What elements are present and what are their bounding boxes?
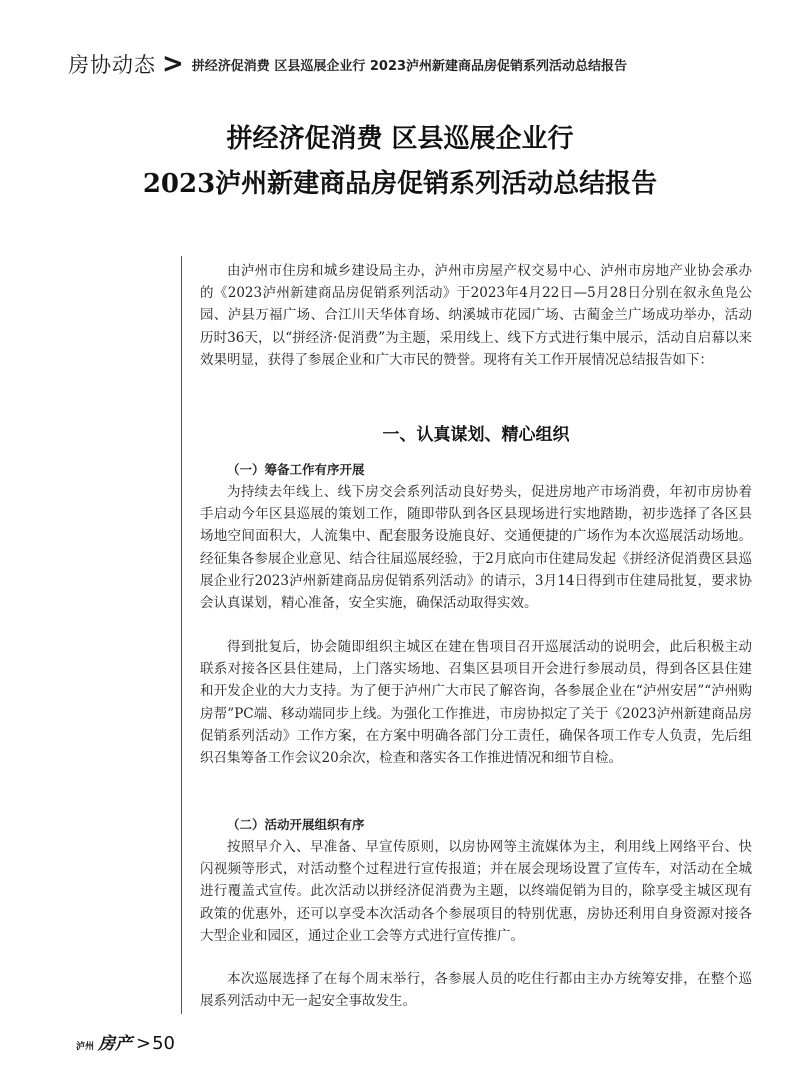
paragraph-safety: 本次巡展选择了在每个周末举行，各参展人员的吃住行都由主办方统筹安排，在整个巡展系列活动中无一起安全事故发生。 [200,971,752,1010]
paragraph-approval: 得到批复后，协会随即组织主城区在建在售项目召开巡展活动的说明会，此后积极主动联系对接各区县住建局，上门落实场地、召集区县项目开会进行参展动员，得到各区县住建和开发企业的大力支持。为了便于泸州广大市民了解咨询，各参展企业在“泸州安居”“泸州购房帮”PC端、移动端同步上线。为强化工作推进，市房协拟定了关于《2023泸州新建商品房促销系列活动》工作方案，在方案中明确各部门分工责任，确保各项工作专人负责，先后组织召集筹备工作会议20余次，检查和落实各工作推进情况和细节自检。 [200,639,752,767]
footer-city: 泸州 [76,1042,95,1052]
sub-heading-preparation: （一）筹备工作有序开展 [227,462,365,477]
section-label: 房协动态 [68,53,156,77]
sub-heading-organization: （二）活动开展组织有序 [227,817,365,832]
page-header [68,48,627,80]
header-subtitle: 拼经济促消费 区县巡展企业行 2023泸州新建商品房促销系列活动总结报告 [191,58,628,74]
paragraph-publicity: 按照早介入、早准备、早宣传原则，以房协网等主流媒体为主，利用线上网络平台、快闪视频等形式，对活动整个过程进行宣传报道；并在展会现场设置了宣传车，对活动在全城进行覆盖式宣传。此次活动以拼经济促消费为主题，以终端促销为目的，除享受主城区现有政策的优惠外，还可以享受本次活动各个参展项目的特别优惠，房协还利用自身资源对接各大型企业和园区，通过企业工会等方式进行宣传推广。 [200,839,752,944]
vertical-divider [181,256,182,1014]
magazine-logo: 房产 [98,1034,133,1054]
article-title-line-1: 拼经济促消费 区县巡展企业行 [226,124,574,154]
page-footer [76,1029,175,1054]
intro-paragraph: 由泸州市住房和城乡建设局主办，泸州市房屋产权交易中心、泸州市房地产业协会承办的《2023泸州新建商品房促销系列活动》于2023年4月22日—5月28日分别在叙永鱼凫公园、泸县万福广场、合江川天华体育场、纳溪城市花园广场、古蔺金兰广场成功举办，活动历时36天，以“拼经济·促消费”为主题，采用线上、线下方式进行集中展示，活动自启幕以来效果明显，获得了参展企业和广大市民的赞誉。现将有关工作开展情况总结报告如下： [200,263,752,368]
page-number: 50 [152,1033,176,1054]
section-heading: 一、认真谋划、精心组织 [382,425,570,445]
page-arrow-icon: > [136,1033,152,1054]
paragraph-preparation: 为持续去年线上、线下房交会系列活动良好势头，促进房地产市场消费，年初市房协着手启动今年区县巡展的策划工作，随即带队到各区县现场进行实地踏勘，初步选择了各区县场地空间面积大，人流集中、配套服务设施良好、交通便捷的广场作为本次巡展活动场地。经征集各参展企业意见、结合往届巡展经验，于2月底向市住建局发起《拼经济促消费区县巡展企业行2023泸州新建商品房促销系列活动》的请示，3月14日得到市住建局批复，要求协会认真谋划，精心准备，安全实施，确保活动取得实效。 [200,484,752,612]
article-title-line-2: 2023泸州新建商品房促销系列活动总结报告 [142,169,658,199]
chevron-right-icon: > [162,48,184,80]
